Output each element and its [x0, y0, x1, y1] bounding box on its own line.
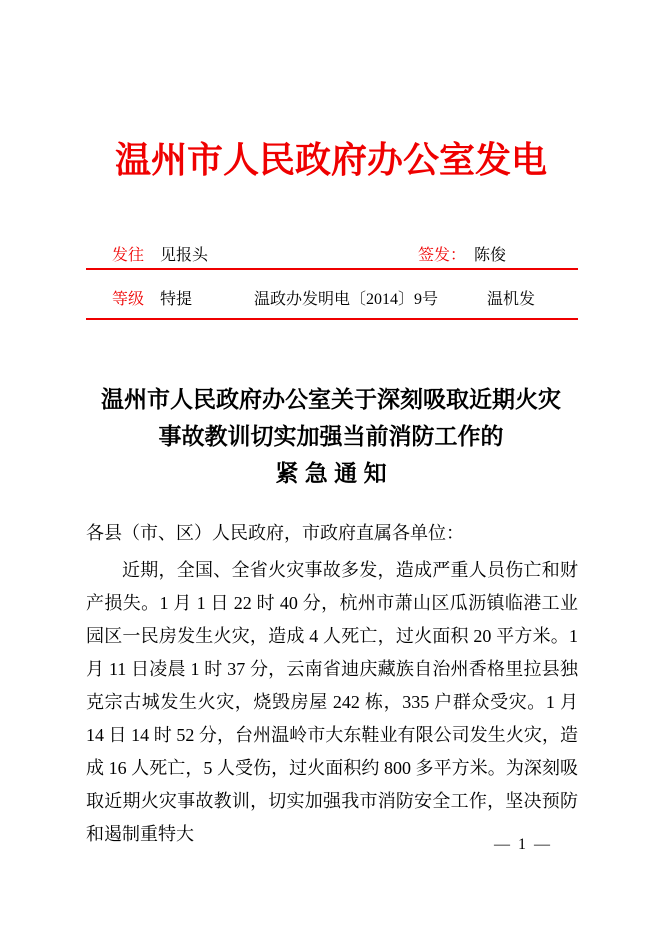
- page-number: — 1 —: [494, 836, 552, 853]
- red-divider-line-2: [86, 318, 578, 320]
- red-divider-line-1: [86, 268, 578, 270]
- document-title-line-2: 事故教训切实加强当前消防工作的: [158, 423, 504, 449]
- document-title-line-1: 温州市人民政府办公室关于深刻吸取近期火灾: [101, 386, 561, 412]
- to-value: 见报头: [160, 247, 209, 264]
- document-title: [0, 381, 662, 492]
- priority-level-label: 等级: [112, 291, 145, 308]
- priority-level-value: 特提: [160, 291, 193, 308]
- document-title-line-3: 紧 急 通 知: [275, 460, 387, 486]
- header-row-1: [86, 242, 578, 264]
- salutation: 各县（市、区）人民政府，市政府直属各单位：: [86, 523, 464, 543]
- body-paragraph: 近期，全国、全省火灾事故多发，造成严重人员伤亡和财产损失。1 月 1 日 22 时 40 分，杭州市萧山区瓜沥镇临港工业园区一民房发生火灾，造成 4 人死亡，过火面积 20 平方米。1 月 11 日凌晨 1 时 37 分，云南省迪庆藏族自治州香格里拉县独克宗古城发生火灾，烧毁房屋 242 栋，335 户群众受灾。1 月 14 日 14 时 52 分，台州温岭市大东鞋业有限公司发生火灾，造成 16 人死亡，5 人受伤，过火面积约 800 多平方米。为深刻吸取近期火灾事故教训，切实加强我市消防安全工作，坚决预防和遏制重特大: [86, 560, 578, 844]
- header-row-2: [86, 286, 578, 308]
- document-type: 温机发: [487, 291, 536, 308]
- document-number: 温政办发明电〔2014〕9号: [254, 291, 439, 308]
- signer-value: 陈俊: [474, 247, 507, 264]
- letterhead-title: 温州市人民政府办公室发电: [114, 140, 547, 180]
- header-fields: [86, 238, 578, 322]
- signer-label: 签发：: [418, 247, 467, 264]
- to-label: 发往: [112, 247, 145, 264]
